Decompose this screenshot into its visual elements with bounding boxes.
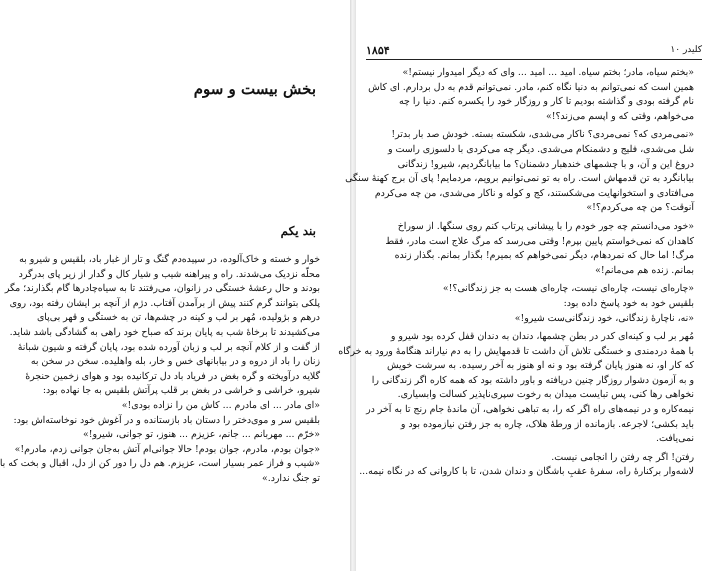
subsection-title: بند یکم — [280, 224, 316, 238]
text-line: «شیب و فراز عمر بسیار است، عزیزم. هم دل را دور کن از دل، اقبال و بخت که با — [0, 458, 320, 470]
right-page — [338, 0, 712, 571]
text-line: تو جنگ ندارد.» — [262, 472, 320, 484]
text-line: «خود می‌دانستم چه جور خودم را با پیشانی پرتاب کنم روی سنگها. از سوراخ — [397, 220, 694, 232]
text-line: همین است که نمی‌توانم به دنیا نگاه کنم، مادر. نمی‌توانم قدم به دل بردارم. ای کاش — [368, 81, 694, 93]
text-line: خوار و خسته و خاک‌آلوده، در سپیده‌دم گنگ و تار از غبار باد، بلقیس و شیرو به — [19, 254, 320, 265]
text-line: می‌کشیدند تا برخاهٔ شب به پایان برند که صباح خود راهی به گشادگی باشد شاید. — [9, 326, 320, 338]
text-line: «نه، ناچارهٔ زندگانی، خود زندگانی‌ست شیرو!» — [514, 312, 694, 324]
text-line: گلایه درآویخته و گره بغض در فریاد باد دل ترکانیده بود و هوای زخمین حنجرهٔ — [25, 370, 320, 382]
text-line: درهم و بژولیده، مُهر بر لب و کینه در چشم‌ها، تن به خستگی و قهر بی‌پای — [36, 312, 320, 324]
text-line: آنوقت؟ من چه می‌کردم؟!» — [586, 202, 694, 214]
section-title: بخش بیست و سوم — [193, 80, 316, 98]
running-head: کلیدر ۱۰ — [670, 45, 702, 55]
paragraph — [345, 128, 694, 216]
text-line: با همهٔ دردمندی و خستگی تلاش آن داشت تا قدمهایش را به دم نیاراند هنگامهٔ ورود به خرگاه — [338, 345, 694, 357]
text-line: نمی‌یافت. — [656, 433, 694, 445]
page-number: ۱۸۵۴ — [366, 44, 390, 57]
text-line: نیمه‌کاره و در نیمه‌های راه اگر که را، به تباهی نخواهی، آن ماندهٔ جام رنج تا به آخر در — [366, 404, 694, 416]
text-line: «بختم سیاه، مادر؛ بختم سیاه. امید ... امید ... وای که دیگر امیدوار نیستم!» — [402, 67, 694, 78]
header-rule — [366, 59, 702, 60]
text-line: لاشه‌وار برکنارهٔ راه، سفرهٔ عقبِ باشگان و دندان شدن، تا با کاروانی که در نگاه نیمه... — [359, 466, 694, 478]
text-line: و به آزمون دشوار روزگار چنین دریافته و باور داشته بود که همه کاره اگر زندگانی را — [371, 374, 694, 386]
text-line: دروغ این و آن، و با چشمهای خندهبار دشمنان؟ ما بیابانگردیم، شیرو! زندگانی — [397, 158, 694, 170]
text-line: از گفت و از کلام آنچه بر لب و زبان آورده شده بود، پایان گرفته و شیون شبانهٔ — [17, 341, 320, 353]
paragraph — [359, 451, 694, 480]
text-line: بلقیس سر و موی‌دختر را دستان باد بازستانده و در آغوش خود نوخاسته‌اش بود: — [13, 414, 320, 426]
text-line: «جوان بودم، مادرم، جوان بودم! حالا جوانی‌ام آتش به‌جان جوانی زدم، مادرم!» — [14, 443, 320, 455]
text-line: «خرّم ... مهربانم ... جانم، عزیزم ... هنوز، تو جوانی، شیرو!» — [82, 429, 320, 441]
text-line: که کار او، نه هنوز پایان گرفته بود و نه او هنوز به آخر رسیده. به سرشت خویش — [387, 360, 694, 372]
text-line: باید بکشی؛ لاجرعه. بازمانده از ورطهٔ هلاک، چاره به جز رفتن نیازموده بود و — [400, 418, 694, 430]
paragraph — [338, 330, 694, 447]
text-line: بودند و حال رعشهٔ خستگی در زانوان، می‌رفتند تا به سیاه‌چادرها گام بگذارند؛ مگر — [4, 283, 320, 295]
text-line: زنان را باد از دروه و در بیابانهای خس و خار، بله واهلیده. سخن در سخن به — [30, 356, 320, 368]
left-body-text — [0, 253, 320, 487]
text-line: نام گرفته بودی و گذاشته بودیم تا کار و روزگار خود را یکسره کنم. دنیا را چه — [399, 96, 694, 108]
paragraph — [386, 282, 694, 326]
left-page — [0, 0, 350, 571]
text-line: کاهدان که نمی‌خواستم پایین بپرم! وقتی می‌رسد که مرگ علاج است مادر، فقط — [385, 235, 694, 247]
text-line: می‌خواهم، وقتی که و اپسم می‌زند؟!» — [545, 110, 694, 122]
text-line: محلّه نزدیک می‌شدند. راه و پیراهنه شیب و شیار کال و گدار از زیر پای بدرگرد — [18, 268, 320, 280]
text-line: می‌افتادی و استخوانهایت می‌شکستند، کج و کوله و ناکار می‌شدی، من چه می‌کردم — [374, 187, 694, 199]
right-body-text — [338, 66, 694, 480]
text-line: بیابانگرد به تن قدمهاش است. راه به تو نمی‌توانیم برویم، مردمایم! پای آن برج کهنهٔ سنگی — [345, 173, 694, 185]
page-header — [366, 44, 702, 58]
text-line: «ای مادر ... ای مادرم ... کاش من را نزاده بودی!» — [121, 399, 320, 411]
text-line: رفتن! اگر چه رفتن را انجامی نیست. — [551, 451, 694, 463]
text-line: «چاره‌ای نیست، چاره‌ای نیست، چاره‌ای هست به جز زندگانی؟!» — [442, 283, 694, 295]
paragraph — [386, 220, 694, 278]
paragraph — [368, 66, 694, 124]
text-line: مُهر بر لب و کینه‌ای کدر در بطن چشمها، دندان به دندان قفل کرده بود شیرو و — [390, 331, 694, 343]
text-line: بمانم. زنده هم می‌مانم!» — [595, 264, 694, 276]
text-line: مرگ! اما حال که نمردهام، دیگر نمی‌خواهم که بمیرم! بگذار بمانم. بگذار زنده — [394, 250, 694, 262]
text-line: شیرو، خراشی و خراشی در بغض بر قلب پرآتش بلقیس به جا نهاده بود: — [42, 385, 320, 397]
text-line: شل می‌شدی، فلیج و دشمنکام می‌شدی. دیگر چه می‌کردی با دلسوزی راست و — [388, 143, 694, 155]
text-line: «نمی‌مردی که؟ نمی‌مردی؟ ناکار می‌شدی، شکسته بسته. خودش صد بار بدتر! — [391, 129, 694, 141]
text-line: بلقیس خود به خود پاسخ داده بود: — [563, 297, 694, 309]
text-line: نخواهی رها کنی، پس تبایست میدان به رخوت سپری‌ناپذیر کسالت وابسیاری. — [397, 389, 694, 401]
text-line: پلکی بتوانند گرم کنند پیش از برآمدن آفتاب. دژم از آنچه بر ایشان رفته بود، روی — [9, 297, 320, 309]
